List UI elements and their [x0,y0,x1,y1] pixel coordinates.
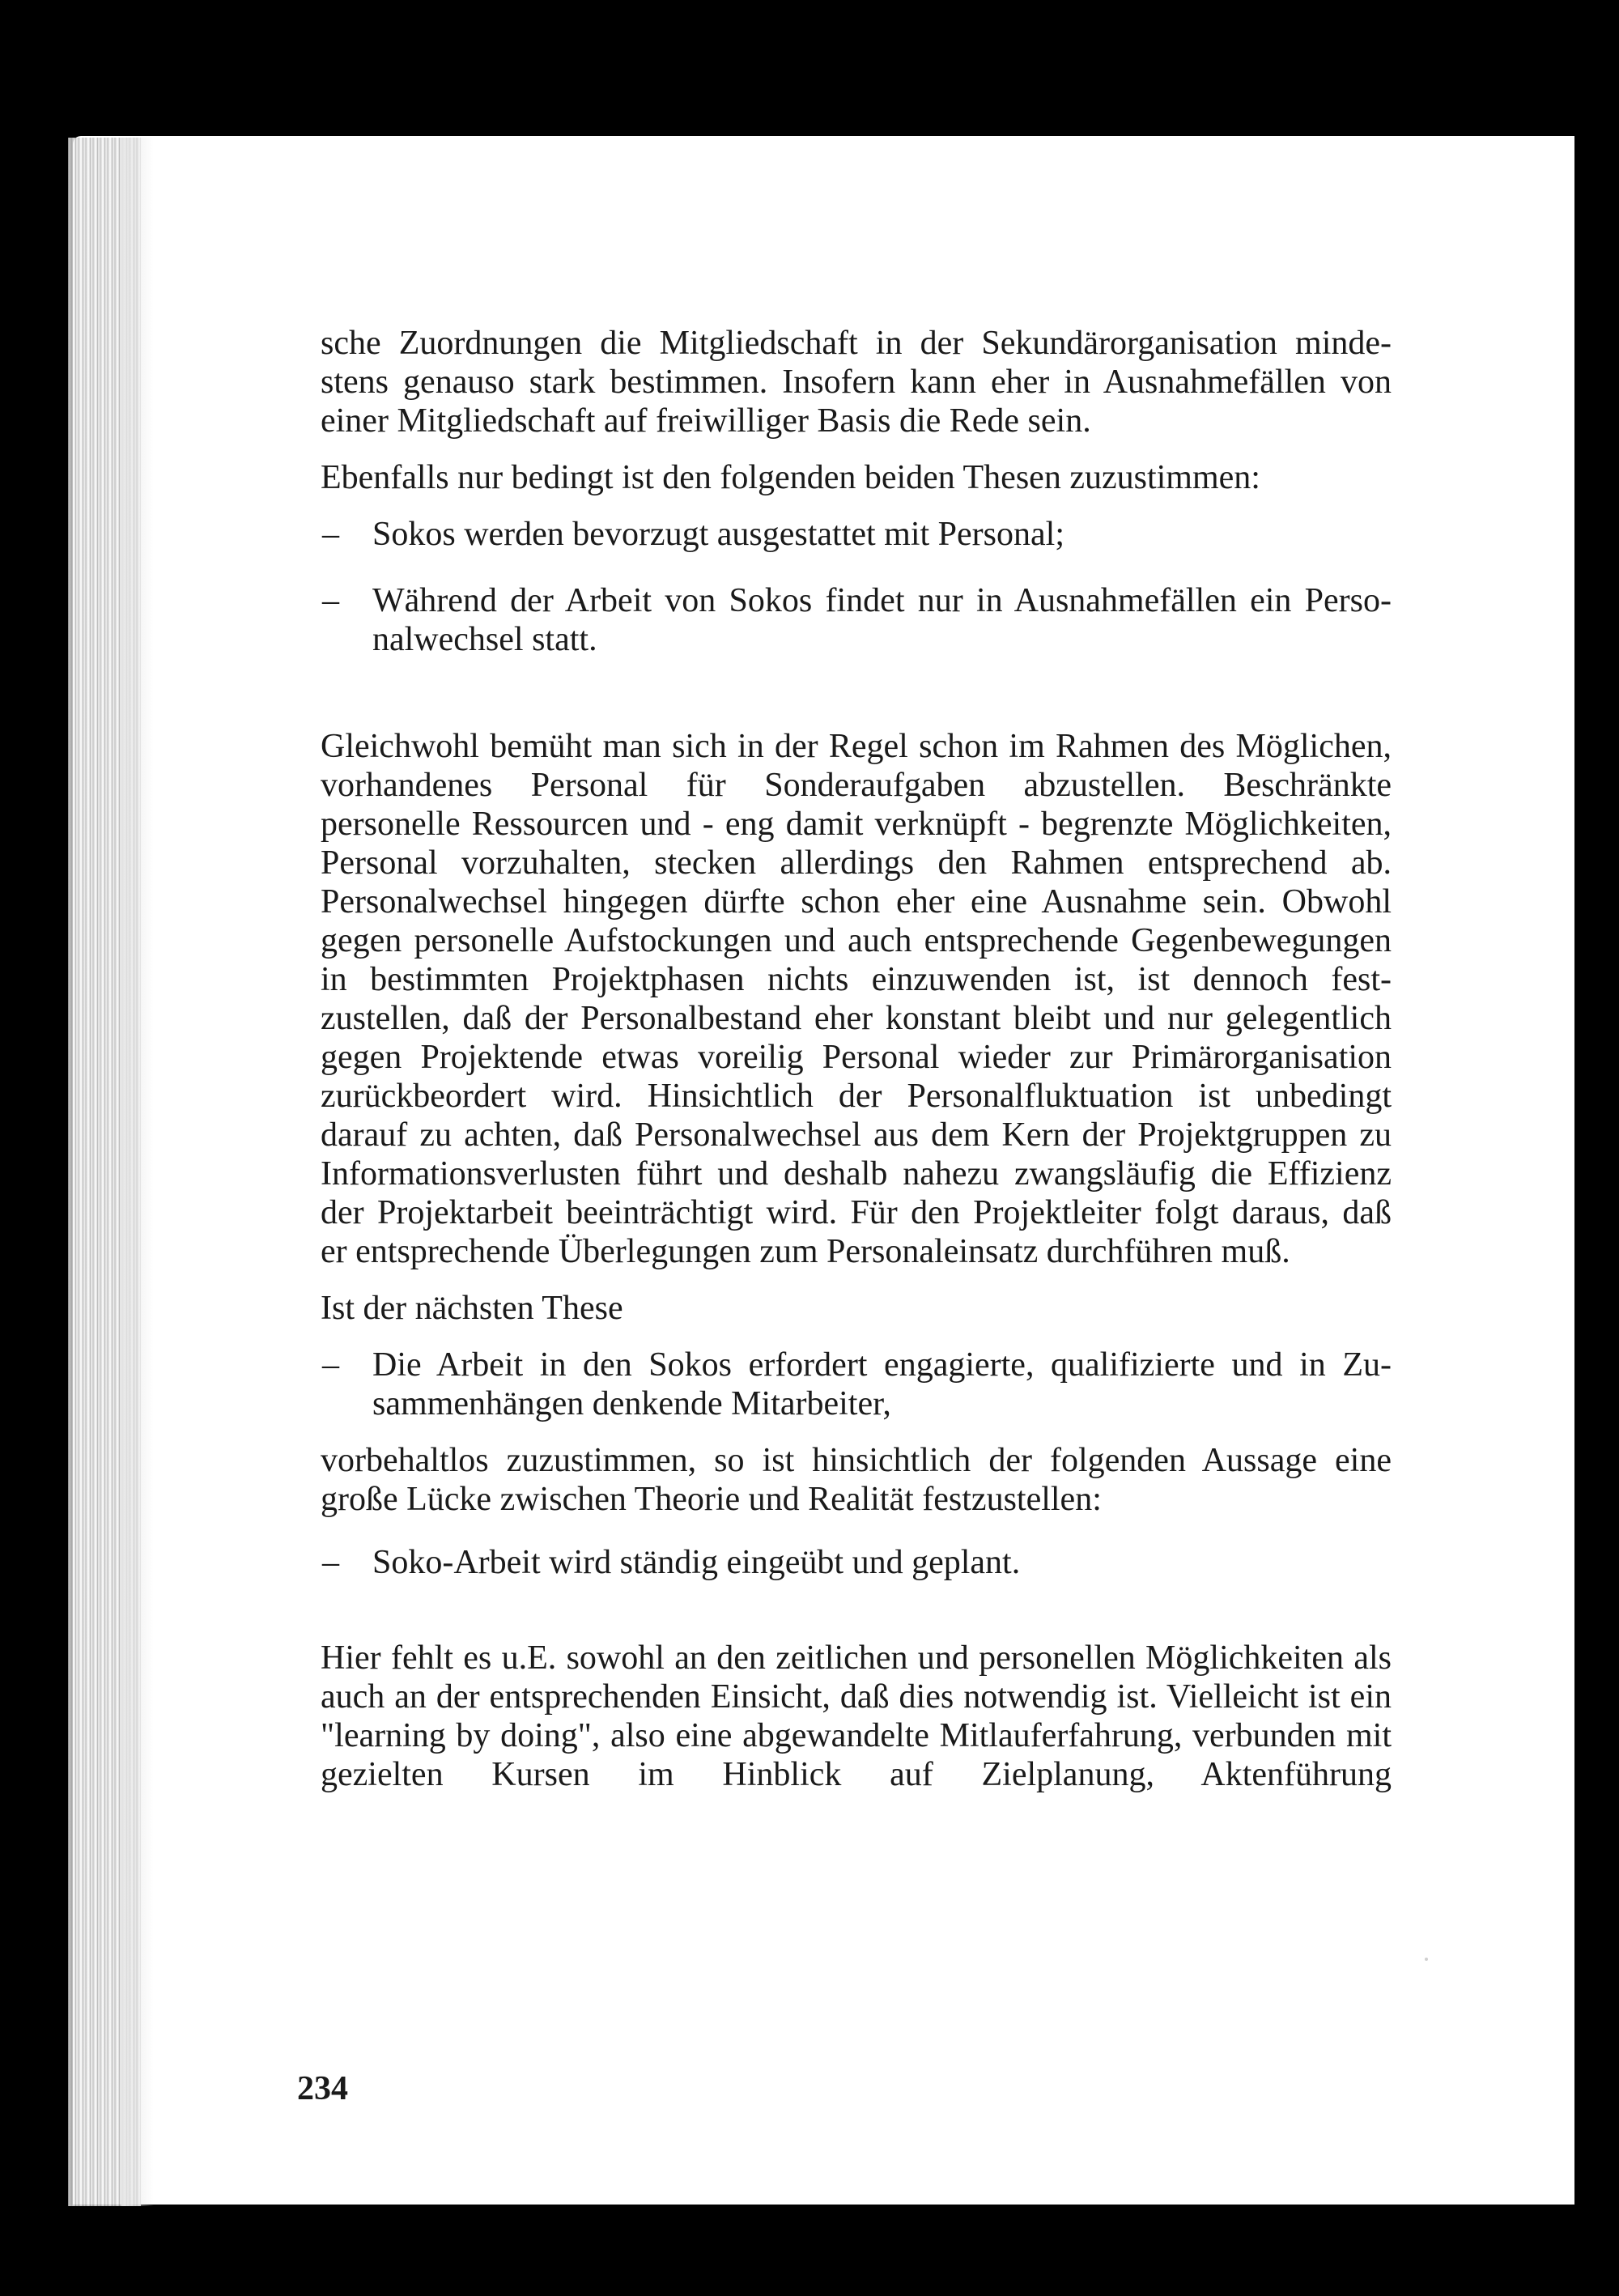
page-edge-shading [121,138,154,2206]
text-line: sche Zuordnungen die Mitgliedschaft in der Sekundärorganisation minde- [321,325,1392,362]
paragraph-gap-theory [321,1441,1392,1519]
text-line: vorhandenes Personal für Sonderaufgaben abzustellen. Beschränkte [321,767,1392,804]
text-line: zustellen, daß der Personalbestand eher konstant bleibt und nur gelegentlich [321,1000,1392,1037]
text-line: einer Mitgliedschaft auf freiwilliger Basis die Rede sein. [321,402,1091,440]
bullet-item [321,515,1392,554]
text-line: "learning by doing", also eine abgewandelte Mitlauferfahrung, verbunden mit [321,1717,1392,1754]
paragraph-learning [321,1639,1392,1794]
text-line: darauf zu achten, daß Personalwechsel aus dem Kern der Projektgruppen zu [321,1116,1392,1154]
text-line: Ist der nächsten These [321,1290,623,1327]
text-line: große Lücke zwischen Theorie und Realität festzustellen: [321,1481,1102,1518]
bullet-dash: – [322,516,339,553]
text-line: Während der Arbeit von Sokos findet nur in Ausnahmefällen ein Perso- [372,582,1392,619]
text-line: nalwechsel statt. [372,621,597,658]
text-line: Sokos werden bevorzugt ausgestattet mit Personal; [372,516,1064,553]
page-number: 234 [297,2070,348,2107]
text-line: gegen Projektende etwas voreilig Personal wieder zur Primärorganisation [321,1039,1392,1076]
bullet-dash: – [322,582,339,619]
text-line: sammenhängen denkende Mitarbeiter, [372,1385,891,1422]
text-line: er entsprechende Überlegungen zum Personaleinsatz durchführen muß. [321,1233,1290,1270]
paragraph-personnel [321,727,1392,1271]
text-line: Die Arbeit in den Sokos erfordert engagierte, qualifizierte und in Zu- [372,1346,1392,1384]
text-line: der Projektarbeit beeinträchtigt wird. Für den Projektleiter folgt daraus, daß [321,1194,1392,1231]
text-line: gezielten Kursen im Hinblick auf Zielplanung, Aktenführung [321,1756,1392,1793]
text-line: Personalwechsel hingegen dürfte schon eher eine Ausnahme sein. Obwohl [321,883,1392,921]
text-line: stens genauso stark bestimmen. Insofern kann eher in Ausnahmefällen von [321,364,1392,401]
text-line: Personal vorzuhalten, stecken allerdings den Rahmen entsprechend ab. [321,844,1392,882]
text-line: Hier fehlt es u.E. sowohl an den zeitlichen und personellen Möglichkeiten als [321,1639,1392,1677]
text-line: personelle Ressourcen und - eng damit verknüpft - begrenzte Möglichkeiten, [321,806,1392,843]
bullet-dash: – [322,1544,339,1581]
bullet-item [321,1543,1392,1582]
paragraph-membership [321,324,1392,440]
text-line: vorbehaltlos zuzustimmen, so ist hinsichtlich der folgenden Aussage eine [321,1442,1392,1479]
bullet-item [321,1346,1392,1423]
bullet-dash: – [322,1346,339,1384]
text-line: Soko-Arbeit wird ständig eingeübt und geplant. [372,1544,1021,1581]
paragraph-next-thesis [321,1289,1392,1328]
body-text [321,324,1392,1794]
paragraph-theses-intro [321,458,1392,497]
text-line: auch an der entsprechenden Einsicht, daß dies notwendig ist. Vielleicht ist ein [321,1678,1392,1716]
bullet-item [321,581,1392,659]
text-line: Ebenfalls nur bedingt ist den folgenden beiden Thesen zuzustimmen: [321,459,1260,496]
paper-speck [1425,1958,1428,1961]
text-line: in bestimmten Projektphasen nichts einzuwenden ist, ist dennoch fest- [321,961,1392,998]
text-line: Informationsverlusten führt und deshalb nahezu zwangsläufig die Effizienz [321,1155,1392,1193]
text-line: zurückbeordert wird. Hinsichtlich der Personalfluktuation ist unbedingt [321,1078,1392,1115]
text-line: Gleichwohl bemüht man sich in der Regel schon im Rahmen des Möglichen, [321,728,1392,765]
text-line: gegen personelle Aufstockungen und auch entsprechende Gegenbewegungen [321,922,1392,959]
